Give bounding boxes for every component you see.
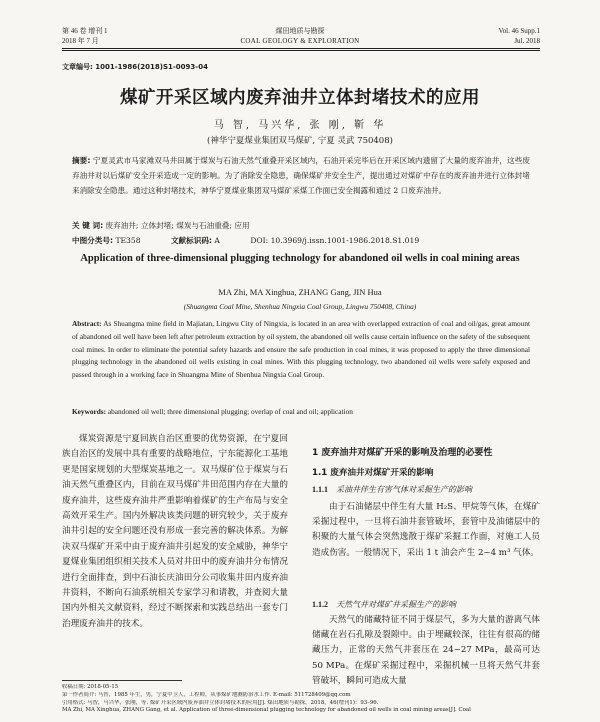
keywords-cn: [72, 219, 530, 232]
authors-cn: 马 智, 马兴华, 张 刚, 靳 华: [213, 120, 387, 131]
header-volume: 第 46 卷 增刊 1: [62, 27, 108, 35]
paragraph-1-1-2: 天然气的储藏特征不同于煤层气，多为大量的游离气体储藏在岩石孔隙及裂隙中。由于埋藏较深，往往有很高的储藏压力，正常的天然气井套压在 24~27 MPa，最高可达 50 MPa。在煤矿采掘过程中，采掘机械一旦将天然气井套管破坏，瞬间可造成大量: [312, 615, 540, 686]
abstract-cn: [72, 153, 530, 198]
section-1-1-2-number: 1.1.2: [312, 600, 328, 609]
doc-code-label: 文献标识码:: [170, 236, 212, 245]
footnotes: [62, 684, 540, 715]
header-volume-en: Vol. 46 Supp.1: [498, 27, 540, 35]
abstract-cn-label: 摘要:: [72, 156, 91, 165]
keywords-cn-text: 废弃油井; 立体封堵; 煤炭与石油重叠; 应用: [105, 221, 250, 230]
header-journal-en: COAL GEOLOGY & EXPLORATION: [240, 37, 360, 45]
title-en: Application of three-dimensional plugging technology for abandoned oil wells in coal mining areas: [80, 253, 520, 264]
abstract-cn-text: 宁夏灵武市马家滩双马井田属于煤炭与石油天然气重叠开采区域内，石油开采完毕后在开采区域内遗留了大量的废弃油井，这些废弃油井对以后煤矿安全开采造成一定的影响。为了消除安全隐患，确保煤矿井安全生产，提出通过对煤矿中存在的废弃油井进行立体封堵来消除安全隐患。通过这种封堵技术，神华宁夏煤业集团双马煤矿采煤工作面已安全揭露和通过 2 口废弃油井。: [72, 156, 530, 195]
abstract-en-label: Abstract:: [72, 319, 102, 328]
footnote-rule: [62, 680, 182, 681]
article-number: 文章编号: 1001-1986(2018)S1-0093-04: [62, 63, 208, 71]
doi: DOI: 10.3969/j.issn.1001-1986.2018.S1.019: [250, 236, 420, 245]
clc-value: TE358: [115, 236, 141, 245]
paragraph-1-1-1: 由于石油储层中伴生有大量 H₂S、甲烷等气体，在煤矿采掘过程中，一旦将石油井套管破坏，套管中及油储层中的积聚的大量气体会突然逸散于煤矿采掘工作面，对施工人员造成伤害。一般情况下，采出 1 t 油会产生 2~4 m³ 气体。: [312, 502, 540, 558]
section-1-1-2-heading: [312, 599, 540, 610]
header-right: [440, 26, 540, 46]
affiliation-en: (Shuangma Coal Mine, Shenhua Ningxia Coal Group, Lingwu 750408, China): [183, 302, 417, 311]
header-rule-bottom: [62, 50, 540, 51]
header-journal-cn: 煤田地质与勘探: [275, 27, 325, 35]
header-date-cn: 2018 年 7 月: [62, 37, 99, 45]
abstract-en: [72, 318, 530, 382]
header-center: [200, 26, 400, 46]
title-cn: 煤矿开采区域内废弃油井立体封堵技术的应用: [120, 88, 480, 108]
footnote-citation-en: MA Zhi, MA Xinghua, ZHANG Gang, et al. Application of three-dimensional plugging technology for abandoned oil wells in coal mining areas[J]. Coal: [62, 707, 471, 714]
clc-label: 中图分类号:: [72, 236, 114, 245]
document-code: [171, 236, 234, 245]
classification-line: [72, 234, 530, 247]
footnote-author-bio: 第一作者简介: 马智，1985 年生，男，宁夏中卫人，工程师，从事煤矿地测防治水工作. E-mail: 511728409@qq.com: [62, 691, 351, 698]
affiliation-cn: (神华宁夏煤业集团双马煤矿, 宁夏 灵武 750408): [207, 136, 393, 146]
authors-en: MA Zhi, MA Xinghua, ZHANG Gang, JIN Hua: [218, 287, 382, 297]
header-date-en: Jul. 2018: [514, 37, 540, 45]
footnote-received: 收稿日期: 2018-05-15: [62, 684, 119, 690]
section-1-1-2-title: 天然气井对煤矿井采掘生产的影响: [336, 600, 456, 609]
section-1-1-heading: 1.1 废弃油井对煤矿开采的影响: [312, 468, 434, 478]
section-1-1-1-title: 采油井伴生有害气体对采掘生产的影响: [336, 485, 472, 494]
keywords-cn-label: 关 键 词:: [72, 221, 104, 230]
body-left-column: 煤炭资源是宁夏回族自治区重要的优势资源，在宁夏回族自治区的发展中具有重要的战略地位，宁东能源化工基地更是国家规划的大型煤炭基地之一。双马煤矿位于煤炭与石油天然气重叠区内，目前在双马煤矿井田范围内存在大量的废弃油井，这些废弃油井严重影响着煤矿的生产布局与安全高效开采生产。国内外解决该类问题的研究较少，关于废弃油井引起的安全问题还没有形成一套完善的解决体系。为解决双马煤矿开采中由于废弃油井引起发的安全威胁，神华宁夏煤业集团组织相关技术人员对井田中的废弃油井分布情况进行全面排查，到中石油长庆油田分公司收集井田内废弃油井资料，不断向石油系统相关专家学习和请教，并查阅大量国内外相关文献资料，经过不断探索和实践总结出一套专门治理废弃油井的技术。: [62, 434, 288, 629]
section-1-heading: 1 废弃油井对煤矿开采的影响及治理的必要性: [312, 448, 493, 458]
doc-code-value: A: [214, 236, 220, 245]
abstract-en-text: As Shuangma mine field in Majiatan, Lingwu City of Ningxia, is located in an area with overlapped extraction of coal and oil/gas, great amount of abandoned oil well have been left after petroleum extraction by oil system, the abandoned oil wells cause certain influence on the safety of the subsequent coal mines. In order to eliminate the potential safety hazards and ensure the safe production in coal mines, it was proposed to apply the three dimensional plugging technology in the abandoned oil wells existing in coal mines. With this plugging technology, two abandoned oil wells were safely exposed and passed through in a working face in Shuangma Mine of Shenhua Ningxia Coal Group.: [72, 319, 531, 380]
header-left: [62, 26, 108, 46]
keywords-en: [72, 406, 530, 418]
footnote-citation-cn: 引用格式: 马智，马兴华，张刚，等. 煤矿开采区域内废弃油井立体封堵技术的应用[J]. 煤田地质与勘探，2018，46(增刊1)：93–96.: [62, 699, 379, 706]
section-1-1-1-heading: [312, 484, 540, 495]
keywords-en-label: Keywords:: [72, 407, 107, 416]
section-1-1-1-number: 1.1.1: [312, 485, 328, 494]
keywords-en-text: abandoned oil well; three dimensional plugging; overlap of coal and oil; application: [107, 407, 353, 416]
clc-number: [72, 236, 155, 245]
header-rule-top: [62, 48, 540, 49]
